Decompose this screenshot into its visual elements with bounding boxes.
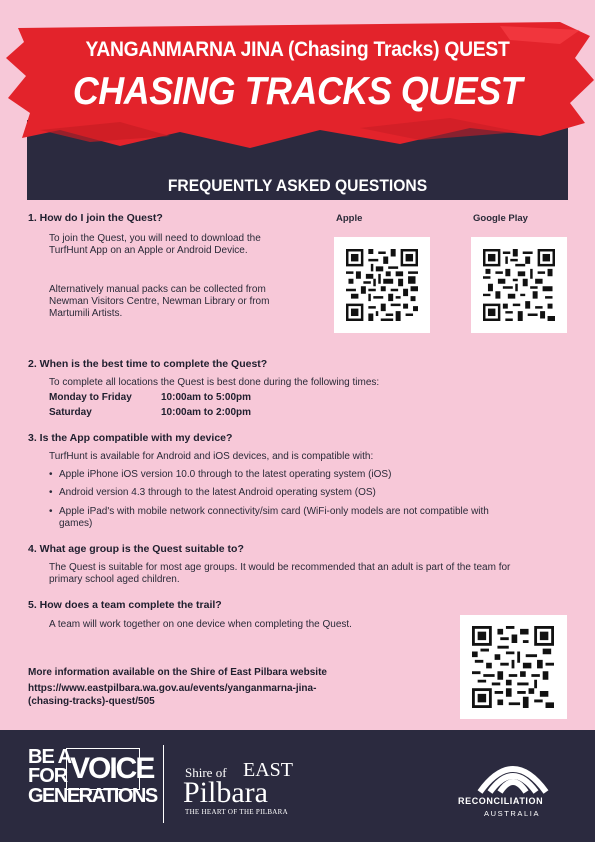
- answer-5: A team will work together on one device when completing the Quest.: [49, 619, 352, 630]
- answer-4-line1: The Quest is suitable for most age groups. It would be recommended that an adult is part of the team for: [49, 562, 511, 573]
- bullet-dot-icon: •: [49, 487, 53, 498]
- qr-icon: [472, 623, 554, 711]
- answer-4-line2: primary school aged children.: [49, 574, 180, 585]
- website-link-line1[interactable]: https://www.eastpilbara.wa.gov.au/events/yanganmarna-jina-: [28, 683, 317, 694]
- question-3: 3. Is the App compatible with my device?: [28, 432, 233, 444]
- more-info-text: More information available on the Shire of East Pilbara website: [28, 667, 327, 678]
- times-hours: 10:00am to 2:00pm: [161, 407, 252, 418]
- question-2: 2. When is the best time to complete the Quest?: [28, 358, 268, 370]
- flyer-page: YANGANMARNA JINA (Chasing Tracks) QUEST CHASING TRACKS QUEST FREQUENTLY ASKED QUESTIONS 1. How do I join the Quest? To join the Quest, you will need to download the TurfHunt App on an Apple or Android Device. Alternatively manual packs can be collected from Newman Visitors Centre, Newman Library or from Martumili Artists. Apple Google Play 2. When is the best time to complete the Quest? To complete all locations the Quest is best done during the following times: Monday to Friday 10:00am to 5:00pm Saturday 10:00am to 2:00pm 3. Is the App compatible with my device? TurfHunt is available for Android and iOS devices, and is compatible with: • Apple iPhone iOS version 10.0 through to the latest operating system (iOS) • Android version 4.3 through to the latest Android operating system (OS) • Apple iPad's with mobile network connectivity/sim card (WiFi-only models are not compatible with games) 4. What age group is the Quest suitable to? The Quest is suitable for most age groups. It would be recommended that an adult is part of the team for primary school aged children. 5. How does a team complete the trail? A team will work together on one device when completing the Quest. More information available on the Shire of East Pilbara website https://www.eastpilbara.wa.gov.au/events/yanganmarna-jina- (chasing-tracks)-quest/505 BE A FOR VOICE GENERATIONS Shire of EAST Pilbara THE HEART OF THE PILBARA RECONCILIATION AUSTRALIA: [0, 0, 595, 842]
- quest-title-main: CHASING TRACKS QUEST: [72, 70, 523, 113]
- times-row-weekday: [49, 392, 251, 403]
- answer-1-alt-line2: Newman Visitors Centre, Newman Library or from: [49, 296, 270, 307]
- answer-1-line1: To join the Quest, you will need to download the: [49, 233, 261, 244]
- east-text: EAST: [243, 759, 293, 781]
- qr-icon: [483, 245, 555, 325]
- website-qr-code[interactable]: [460, 615, 567, 719]
- qr-icon: [346, 245, 418, 325]
- website-link-line2[interactable]: (chasing-tracks)-quest/505: [28, 696, 155, 707]
- generations-logo-text: GENERATIONS: [28, 785, 157, 807]
- answer-1-alt-line3: Martumili Artists.: [49, 308, 123, 319]
- google-play-label: Google Play: [473, 213, 528, 224]
- reconciliation-text: RECONCILIATION: [458, 796, 544, 806]
- be-a-for-text: BE A FOR: [28, 746, 72, 787]
- times-row-saturday: [49, 407, 251, 418]
- question-1: 1. How do I join the Quest?: [28, 212, 163, 224]
- times-hours: 10:00am to 5:00pm: [161, 392, 252, 403]
- reconciliation-australia-logo-icon: [476, 752, 550, 794]
- times-days: Monday to Friday: [49, 392, 132, 403]
- times-days: Saturday: [49, 407, 92, 418]
- question-5: 5. How does a team complete the trail?: [28, 599, 222, 611]
- apple-store-label: Apple: [336, 213, 363, 224]
- question-4: 4. What age group is the Quest suitable to?: [28, 543, 244, 555]
- apple-qr-code[interactable]: [334, 237, 430, 333]
- bullet-dot-icon: •: [49, 506, 53, 517]
- footer-divider: [163, 745, 164, 823]
- answer-2: To complete all locations the Quest is best done during the following times:: [49, 377, 380, 388]
- australia-text: AUSTRALIA: [484, 809, 541, 818]
- pilbara-text: Pilbara: [183, 776, 268, 809]
- heart-of-pilbara-tagline: THE HEART OF THE PILBARA: [185, 808, 288, 816]
- bullet-dot-icon: •: [49, 469, 53, 480]
- google-play-qr-code[interactable]: [471, 237, 567, 333]
- quest-title-top: YANGANMARNA JINA (Chasing Tracks) QUEST: [85, 38, 510, 61]
- voice-logo-text: VOICE: [70, 752, 154, 785]
- answer-3: TurfHunt is available for Android and iOS devices, and is compatible with:: [49, 451, 374, 462]
- answer-1-alt-line1: Alternatively manual packs can be collected from: [49, 284, 266, 295]
- shire-of-text: Shire of: [185, 765, 227, 780]
- answer-1-line2: TurfHunt App on an Apple or Android Device.: [49, 245, 248, 256]
- faq-heading: FREQUENTLY ASKED QUESTIONS: [167, 176, 428, 195]
